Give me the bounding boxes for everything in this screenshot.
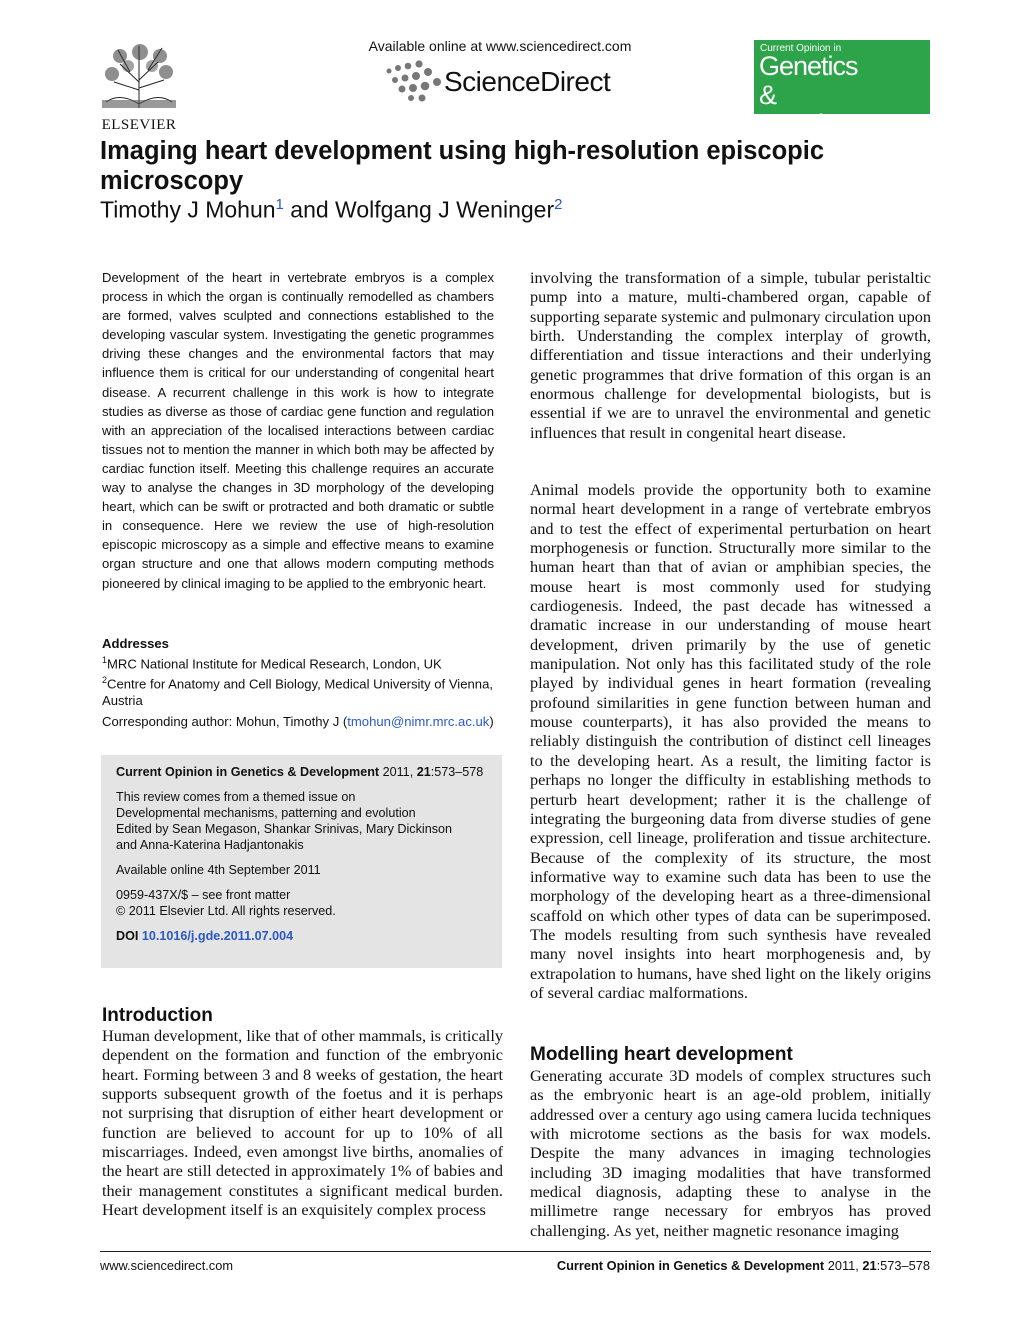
address-2: $^2$Centre for Anatomy and Cell Biology, Medical University of Vienna, Austria (102, 675, 493, 708)
address-1: $^1$MRC National Institute for Medical Research, London, UK (102, 655, 442, 672)
editors-line-2: and Anna-Katerina Hadjantonakis (116, 838, 304, 852)
elsevier-logo (100, 42, 178, 133)
citation: Current Opinion in Genetics & Development 2011, 21:573–578 (116, 765, 484, 779)
sciencedirect-logo (384, 58, 664, 104)
author-2: Wolfgang J Weninger (335, 196, 555, 223)
addresses-heading: Addresses (102, 636, 169, 651)
author-conjunction: and (283, 196, 336, 223)
editors-line-1: Edited by Sean Megason, Shankar Srinivas, Mary Dickinson (116, 822, 452, 836)
journal-logo-line1: Genetics (759, 51, 858, 81)
intro-paragraph-3: Animal models provide the opportunity both to examine normal heart development in a range of vertebrate embryos and to test the effect of experimental perturbation on heart morphogenesis or function. Structurally more similar to the human heart than that of avian or amphibian species, the mouse heart is most commonly used for studying cardiogenesis. Indeed, the past decade has witnessed a dramatic increase in our understanding of mouse heart development, driven primarily by the use of genetic manipulation. Not only has this facilitated study of the role played by individual genes in heart formation (revealing profound similarities in gene function between human and mouse counterparts), it has also provided the means to reliably distinguish the contribution of distinct cell lineages to the developing heart. As a result, the limiting factor is perhaps no longer the difficulty in establishing methods to perturb heart development; rather it is the challenge of integrating the burgeoning data from diverse studies of gene expression, cell lineage, proliferation and tissue architecture. Because of the complexity of its structure, the most informative way to examine such data has been to use the morphology of the developing heart as a three-dimensional scaffold on which other types of data can be superimposed. The models resulting from such synthesis have revealed many novel insights into heart morphogenesis and, by extrapolation to humans, have shed light on the likely origins of several cardiac malformations. (530, 480, 931, 1002)
theme-line-2: Developmental mechanisms, patterning and evolution (116, 806, 416, 820)
article-info-box (101, 755, 502, 968)
journal-logo (754, 40, 930, 139)
journal-logo-line2: & Development (759, 80, 908, 139)
intro-body: Human development, like that of other mammals, is critically dependent on the formation and function of the embryonic heart. Forming between 3 and 8 weeks of gestation, the heart supports subsequent growth of the foetus and it is perhaps not surprising that disruption of either heart development or function are believed to account for up to 10% of all miscarriages. Indeed, even amongst live births, anomalies of the heart are still detected in approximately 1% of babies and their management constitutes a significant medical burden. Heart development itself is an exquisitely complex process (102, 1026, 503, 1220)
theme-line-1: This review comes from a themed issue on (116, 790, 356, 804)
email-link[interactable]: tmohun@nimr.mrc.ac.uk (347, 714, 490, 729)
publisher-name: ELSEVIER (101, 117, 177, 133)
elsevier-tree-icon (100, 42, 178, 110)
doi-link[interactable]: 10.1016/j.gde.2011.07.004 (141, 929, 294, 943)
available-online-text: Available online at www.sciencedirect.com (368, 38, 632, 54)
author-1: Timothy J Mohun (100, 196, 276, 223)
available-online-date: Available online 4th September 2011 (116, 863, 321, 877)
sciencedirect-dots-icon (384, 58, 446, 104)
sciencedirect-wordmark: ScienceDirect (444, 66, 611, 97)
copyright: © 2011 Elsevier Ltd. All rights reserved. (116, 904, 336, 918)
footer-divider (100, 1251, 931, 1252)
footer-citation: Current Opinion in Genetics & Development 2011, 21:573–578 (556, 1258, 930, 1273)
footer-website[interactable]: www.sciencedirect.com (100, 1258, 233, 1273)
article-title: Imaging heart development using high-resolution episcopic microscopy (100, 137, 824, 195)
doi: DOI 10.1016/j.gde.2011.07.004 (116, 929, 294, 943)
intro-paragraph-2: involving the transformation of a simple, tubular peristaltic pump into a mature, multi-chambered organ, capable of supporting separate systemic and pulmonary circulation upon birth. Understanding the complex interplay of growth, differentiation and tissue interactions and their underlying genetic programmes that drive formation of this organ is an enormous challenge for developmental biologists, but is essential if we are to unravel the environmental and genetic influences that result in congenital heart disease. (530, 268, 931, 442)
addresses (102, 636, 494, 709)
modelling-body: Generating accurate 3D models of complex structures such as the embryonic heart is an age-old problem, initially addressed over a century ago using camera lucida techniques with microtome sections as the basis for wax models. Despite the many advances in imaging technologies including 3D imaging modalities that have transformed medical diagnosis, adapting these to analyse in the millimetre range necessary for embryos has proved challenging. As yet, neither magnetic resonance imaging (530, 1066, 931, 1240)
journal-logo-small: Current Opinion in (760, 43, 842, 54)
modelling-heading: Modelling heart development (530, 1044, 793, 1065)
author-1-affiliation[interactable]: 1 (275, 196, 284, 213)
issn: 0959-437X/$ – see front matter (116, 888, 291, 902)
intro-heading: Introduction (102, 1005, 213, 1026)
corresponding-author: Corresponding author: Mohun, Timothy J (tmohun@nimr.mrc.ac.uk) (102, 714, 494, 729)
author-line (100, 196, 562, 224)
abstract: Development of the heart in vertebrate embryos is a complex process in which the organ is continually remodelled as chambers are formed, valves sculpted and connections established to the developing vascular system. Investigating the genetic programmes driving these changes and the environmental factors that may influence them is critical for our understanding of congenital heart disease. A recurrent challenge in this work is how to integrate studies as diverse as those of cardiac gene function and regulation with an appreciation of the localised interactions between cardiac tissues not to mention the manner in which both may be affected by cardiac function itself. Meeting this challenge requires an accurate way to analyse the changes in 3D morphology of the developing heart, which can be swift or protracted and both dramatic or subtle in consequence. Here we review the use of high-resolution episcopic microscopy as a simple and effective means to examine organ structure and one that allows modern computing methods pioneered by clinical imaging to be applied to the embryonic heart. (102, 270, 494, 591)
author-2-affiliation[interactable]: 2 (554, 196, 563, 213)
